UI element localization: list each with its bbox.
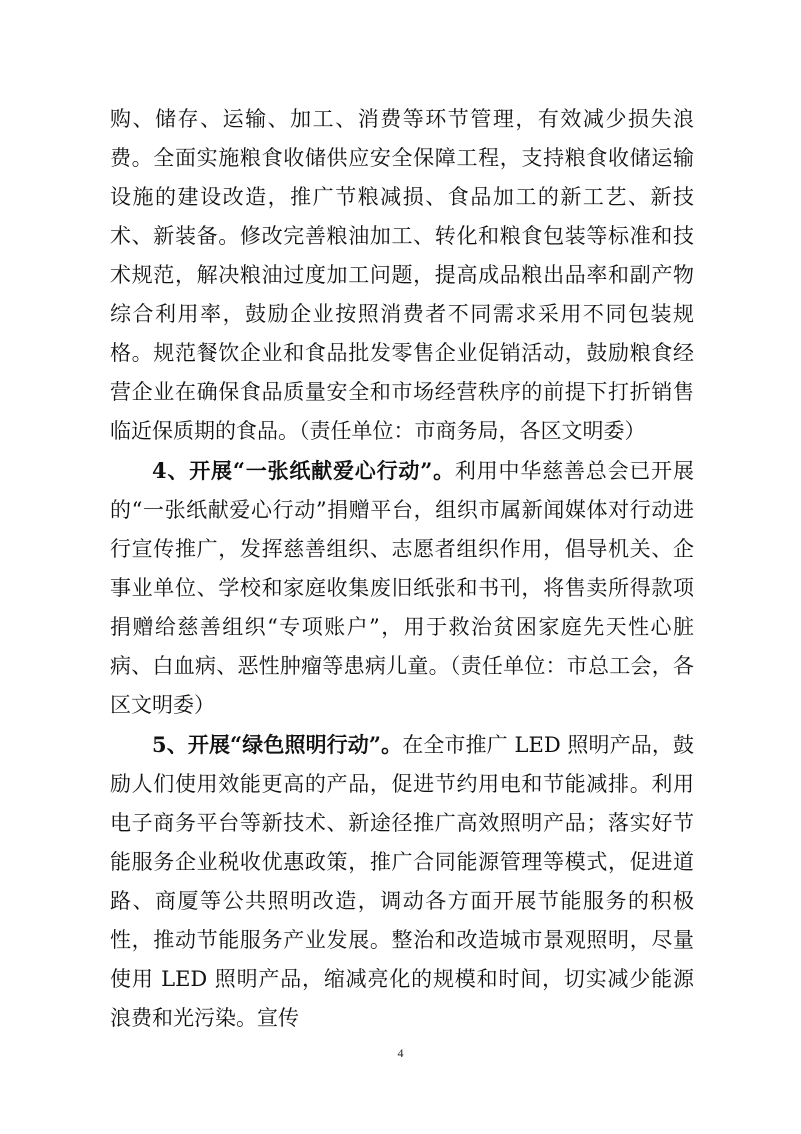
paragraph-text: 购、储存、运输、加工、消费等环节管理，有效减少损失浪费。全面实施粮食收储供应安全保障工程，支持粮食收储运输设施的建设改造，推广节粮减损、食品加工的新工艺、新技术、新装备。修改完善粮油加工、转化和粮食包装等标准和技术规范，解决粮油过度加工问题，提高成品粮出品率和副产物综合利用率，鼓励企业按照消费者不同需求采用不同包装规格。规范餐饮企业和食品批发零售企业促销活动，鼓励粮食经营企业在确保食品质量安全和市场经营秩序的前提下打折销售临近保质期的食品。（责任单位：市商务局，各区文明委）	[110, 107, 694, 443]
paragraph-heading: 4、开展“一张纸献爱心行动”。	[152, 458, 455, 483]
paragraph-continuation	[110, 100, 694, 451]
paragraph-text: 在全市推广 LED 照明产品，鼓励人们使用效能更高的产品，促进节约用电和节能减排。利用电子商务平台等新技术、新途径推广高效照明产品；落实好节能服务企业税收优惠政策，推广合同能源管理等模式，促进道路、商厦等公共照明改造，调动各方面开展节能服务的积极性，推动节能服务产业发展。整治和改造城市景观照明，尽量使用 LED 照明产品，缩减亮化的规模和时间，切实减少能源浪费和光污染。宣传	[110, 733, 694, 1030]
paragraph-text: 利用中华慈善总会已开展的“一张纸献爱心行动”捐赠平台，组织市属新闻媒体对行动进行宣传推广，发挥慈善组织、志愿者组织作用，倡导机关、企事业单位、学校和家庭收集废旧纸张和书刊，将售卖所得款项捐赠给慈善组织“专项账户”，用于救治贫困家庭先天性心脏病、白血病、恶性肿瘤等患病儿童。（责任单位：市总工会，各区文明委）	[110, 459, 694, 717]
paragraph-item-4	[110, 451, 694, 725]
document-body	[110, 100, 694, 1038]
paragraph-item-5	[110, 725, 694, 1038]
page-number: 4	[397, 1046, 404, 1060]
paragraph-heading: 5、开展“绿色照明行动”。	[152, 732, 403, 757]
